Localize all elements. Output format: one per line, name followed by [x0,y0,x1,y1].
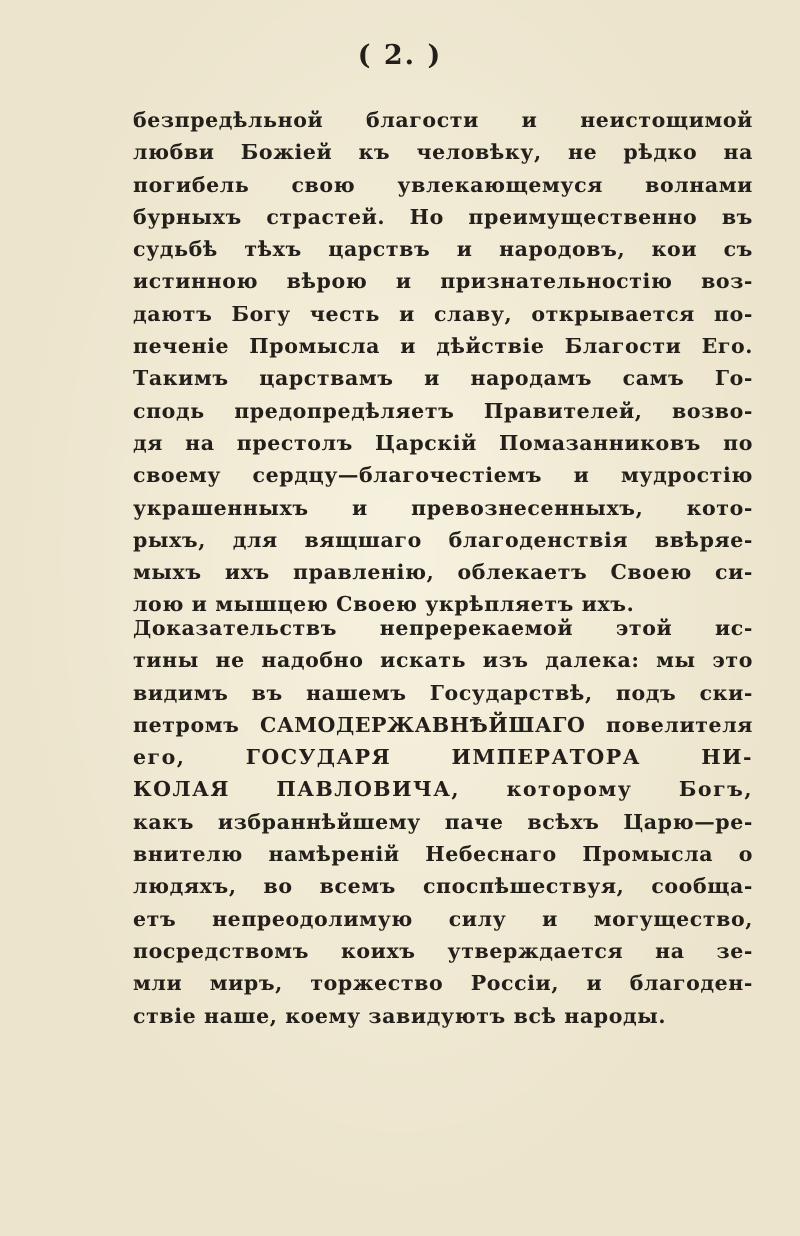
text-line: КОЛАЯ ПАВЛОВИЧА, которому Богъ, [133,777,753,802]
text-line: сподь предопредѣляетъ Правителей, возво- [133,398,753,423]
text-line: любви Божіей къ человѣку, не рѣдко на [133,140,753,165]
text-line: мли миръ, торжество Россіи, и благоден- [133,971,753,996]
text-line: людяхъ, во всемъ споспѣшествуя, сообща- [133,874,753,899]
text-line: погибель свою увлекающемуся волнами [133,172,753,197]
text-line: печеніе Промысла и дѣйствіе Благости Его. [133,334,753,359]
paragraph-1 [133,104,753,621]
text-line: петромъ САМОДЕРЖАВНѢЙШАГО повелителя [133,712,753,737]
text-line: видимъ въ нашемъ Государствѣ, подъ ски- [133,680,753,705]
text-line: мыхъ ихъ правленію, облекаетъ Своею си- [133,560,753,585]
text-line: украшенныхъ и превознесенныхъ, кото- [133,495,753,520]
text-line: даютъ Богу честь и славу, открывается по- [133,301,753,326]
text-line: Доказательствъ непререкаемой этой ис- [133,616,753,640]
text-line: тины не надобно искать изъ далека: мы это [133,648,753,673]
text-line: внителю намѣреній Небеснаго Промысла о [133,842,753,867]
text-line: Такимъ царствамъ и народамъ самъ Го- [133,366,753,391]
text-line: ствіе наше, коему завидуютъ всѣ народы. [133,1003,667,1028]
text-line: его, ГОСУДАРЯ ИМПЕРАТОРА НИ- [133,745,753,770]
text-line: лою и мышцею Своею укрѣпляетъ ихъ. [133,592,635,617]
text-line: дя на престолъ Царскій Помазанниковъ по [133,430,753,455]
text-line: рыхъ, для вящшаго благоденствія ввѣряе- [133,527,753,552]
text-line: какъ избраннѣйшему паче всѣхъ Царю—ре- [133,809,753,834]
text-line: етъ непреодолимую силу и могущество, [133,906,753,931]
paragraph-2 [133,612,753,1032]
text-line: своему сердцу—благочестіемъ и мудростію [133,463,753,488]
text-line: безпредѣльной благости и неистощимой [133,108,753,132]
page-number: ( 2. ) [357,40,443,71]
text-line: посредствомъ коихъ утверждается на зе- [133,938,753,963]
text-line: бурныхъ страстей. Но преимущественно въ [133,204,753,229]
text-line: судьбѣ тѣхъ царствъ и народовъ, кои съ [133,237,753,262]
text-line: истинною вѣрою и признательностію воз- [133,269,753,294]
